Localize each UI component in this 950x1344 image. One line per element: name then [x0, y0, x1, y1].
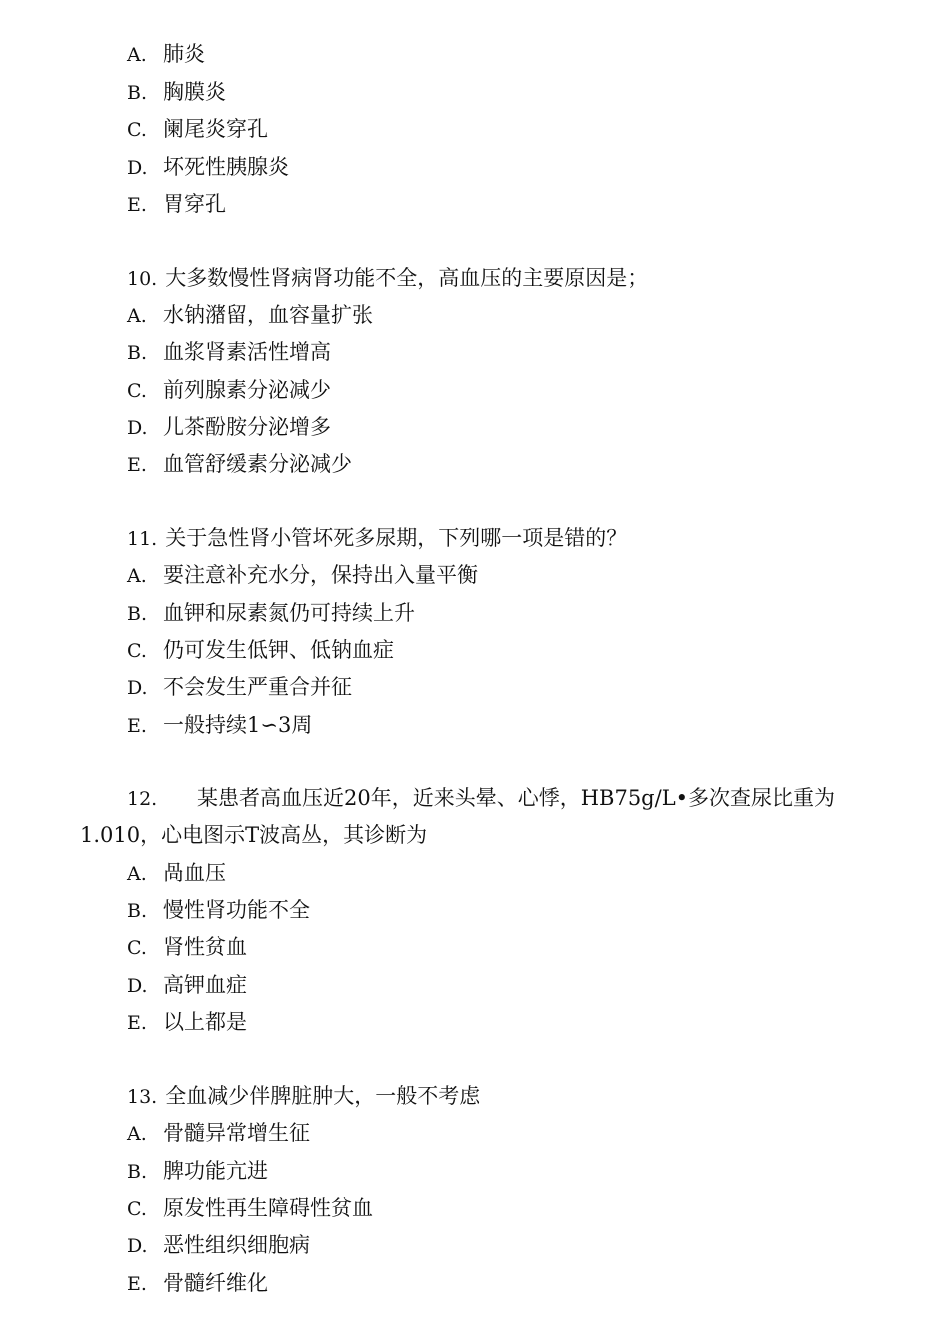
option-d: D. 坏死性胰腺炎: [127, 155, 289, 179]
option-c: C. 原发性再生障碍性贫血: [127, 1196, 373, 1220]
option-d: D. 不会发生严重合并征: [127, 675, 352, 699]
question-10: 10. 大多数慢性肾病肾功能不全，高血压的主要原因是；: [127, 266, 649, 290]
option-c: C. 仍可发生低钾、低钠血症: [127, 638, 394, 662]
option-a: A. 要注意补充水分，保持出入量平衡: [127, 563, 478, 587]
option-e: E. 一般持续1∽3周: [127, 713, 313, 737]
option-e: E. 骨髓纤维化: [127, 1271, 268, 1295]
option-d: D. 儿茶酚胺分泌增多: [127, 415, 331, 439]
option-b: B. 血浆肾素活性增高: [127, 340, 331, 364]
question-12-continuation: 1.010，心电图示T波高丛，其诊断为: [80, 823, 428, 847]
option-a: A. 骨髓异常增生征: [127, 1121, 310, 1145]
option-a: A. 咼血压: [127, 861, 226, 885]
option-c: C. 前列腺素分泌减少: [127, 378, 331, 402]
option-e: E. 血管舒缓素分泌减少: [127, 452, 352, 476]
option-c: C. 阑尾炎穿孔: [127, 117, 268, 141]
question-11: 11. 关于急性肾小管坏死多尿期，下列哪一项是错的？: [127, 526, 628, 550]
option-b: B. 慢性肾功能不全: [127, 898, 310, 922]
option-e: E. 胃穿孔: [127, 192, 226, 216]
option-c: C. 肾性贫血: [127, 935, 247, 959]
option-a: A. 水钠潴留，血容量扩张: [127, 303, 373, 327]
question-12: 12. 某患者高血压近20年，近来头晕、心悸，HB75g/L•多次查尿比重为: [127, 786, 836, 810]
option-d: D. 高钾血症: [127, 973, 247, 997]
option-b: B. 脾功能亢进: [127, 1159, 268, 1183]
option-a: A. 肺炎: [127, 42, 205, 66]
question-13: 13. 全血减少伴脾脏肿大，一般不考虑: [127, 1084, 481, 1108]
option-b: B. 胸膜炎: [127, 80, 226, 104]
option-d: D. 恶性组织细胞病: [127, 1233, 310, 1257]
option-b: B. 血钾和尿素氮仍可持续上升: [127, 601, 415, 625]
option-e: E. 以上都是: [127, 1010, 247, 1034]
